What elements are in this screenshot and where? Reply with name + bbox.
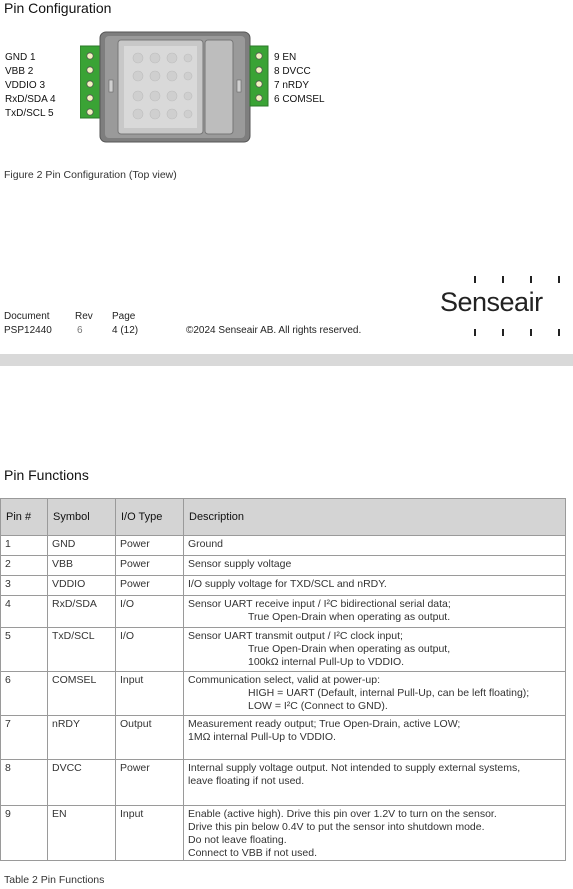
cell-pin: 5 xyxy=(1,628,48,672)
cell-pin: 8 xyxy=(1,760,48,806)
description-line: LOW = I²C (Connect to GND). xyxy=(248,700,388,712)
header-description: Description xyxy=(184,499,566,536)
rev-label: Rev xyxy=(75,311,93,322)
cell-description xyxy=(184,628,566,672)
figure-caption: Figure 2 Pin Configuration (Top view) xyxy=(4,169,177,181)
cell-io-type: Input xyxy=(116,806,184,861)
table-caption: Table 2 Pin Functions xyxy=(4,874,105,886)
cell-symbol: EN xyxy=(48,806,116,861)
description-line: 100kΩ internal Pull-Up to VDDIO. xyxy=(248,656,405,668)
page-label: Page xyxy=(112,311,136,322)
cell-pin: 6 xyxy=(1,672,48,716)
cell-description xyxy=(184,716,566,760)
cell-description xyxy=(184,596,566,628)
description-line: Internal supply voltage output. Not intended to supply external systems, xyxy=(188,762,521,774)
description-line: I/O supply voltage for TXD/SCL and nRDY. xyxy=(188,578,387,590)
description-line: Enable (active high). Drive this pin over 1.2V to turn on the sensor. xyxy=(188,808,497,820)
cell-description xyxy=(184,556,566,576)
header-io-type: I/O Type xyxy=(116,499,184,536)
description-line: Sensor UART receive input / I²C bidirectional serial data; xyxy=(188,598,451,610)
description-line: Ground xyxy=(188,538,224,550)
pin-functions-table xyxy=(0,498,566,861)
description-line: True Open-Drain when operating as output, xyxy=(248,643,451,655)
cell-symbol: COMSEL xyxy=(48,672,116,716)
cell-symbol: DVCC xyxy=(48,760,116,806)
document-value: PSP12440 xyxy=(4,325,52,336)
description-line: Drive this pin below 0.4V to put the sensor into shutdown mode. xyxy=(188,821,485,833)
section-title-pin-functions: Pin Functions xyxy=(4,467,89,483)
table-header-row xyxy=(1,499,566,536)
cell-description xyxy=(184,760,566,806)
document-label: Document xyxy=(4,311,50,322)
table-row xyxy=(1,596,566,628)
cell-pin: 3 xyxy=(1,576,48,596)
description-line: True Open-Drain when operating as output. xyxy=(248,611,451,623)
cell-io-type: Power xyxy=(116,536,184,556)
table-row xyxy=(1,672,566,716)
cell-pin: 9 xyxy=(1,806,48,861)
description-line: Measurement ready output; True Open-Drain, active LOW; xyxy=(188,718,461,730)
logo-wordmark: Senseair xyxy=(440,287,543,317)
description-line: Communication select, valid at power-up: xyxy=(188,674,381,686)
cell-description xyxy=(184,576,566,596)
description-line: HIGH = UART (Default, internal Pull-Up, can be left floating); xyxy=(248,687,530,699)
cell-io-type: Power xyxy=(116,760,184,806)
description-line: Connect to VBB if not used. xyxy=(188,847,317,859)
cell-symbol: VDDIO xyxy=(48,576,116,596)
cell-pin: 2 xyxy=(1,556,48,576)
table-row xyxy=(1,806,566,861)
cell-io-type: I/O xyxy=(116,596,184,628)
sensor-module-illustration xyxy=(80,28,270,146)
left-pin-label: VBB 2 xyxy=(5,66,34,77)
cell-symbol: VBB xyxy=(48,556,116,576)
description-line: Sensor UART transmit output / I²C clock input; xyxy=(188,630,403,642)
cell-symbol: RxD/SDA xyxy=(48,596,116,628)
cell-description xyxy=(184,672,566,716)
page-separator xyxy=(0,354,573,366)
left-pin-label: TxD/SCL 5 xyxy=(5,108,54,119)
header-symbol: Symbol xyxy=(48,499,116,536)
header-pin: Pin # xyxy=(1,499,48,536)
cell-pin: 7 xyxy=(1,716,48,760)
cell-io-type: Power xyxy=(116,556,184,576)
cell-symbol: nRDY xyxy=(48,716,116,760)
rev-value: 6 xyxy=(77,325,83,336)
description-line: leave floating if not used. xyxy=(188,775,305,787)
cell-io-type: Power xyxy=(116,576,184,596)
cell-description xyxy=(184,536,566,556)
cell-symbol: TxD/SCL xyxy=(48,628,116,672)
cell-description xyxy=(184,806,566,861)
cell-io-type: I/O xyxy=(116,628,184,672)
right-pin-label: 7 nRDY xyxy=(274,80,310,91)
table-row xyxy=(1,556,566,576)
right-pin-label: 8 DVCC xyxy=(274,66,311,77)
cell-pin: 4 xyxy=(1,596,48,628)
table-row xyxy=(1,716,566,760)
right-pin-label: 9 EN xyxy=(274,52,297,63)
cell-io-type: Input xyxy=(116,672,184,716)
table-row xyxy=(1,536,566,556)
page-value: 4 (12) xyxy=(112,325,139,336)
cell-io-type: Output xyxy=(116,716,184,760)
pin-configuration-diagram xyxy=(0,28,573,146)
left-pin-label: RxD/SDA 4 xyxy=(5,94,56,105)
left-pin-label: VDDIO 3 xyxy=(5,80,46,91)
description-line: Sensor supply voltage xyxy=(188,558,292,570)
table-row xyxy=(1,576,566,596)
table-row xyxy=(1,760,566,806)
left-pin-label: GND 1 xyxy=(5,52,36,63)
description-line: Do not leave floating. xyxy=(188,834,287,846)
copyright-notice: ©2024 Senseair AB. All rights reserved. xyxy=(186,325,362,336)
cell-symbol: GND xyxy=(48,536,116,556)
table-row xyxy=(1,628,566,672)
page-title-pin-configuration: Pin Configuration xyxy=(4,0,112,16)
right-pin-label: 6 COMSEL xyxy=(274,94,325,105)
description-line: 1MΩ internal Pull-Up to VDDIO. xyxy=(188,731,336,743)
cell-pin: 1 xyxy=(1,536,48,556)
